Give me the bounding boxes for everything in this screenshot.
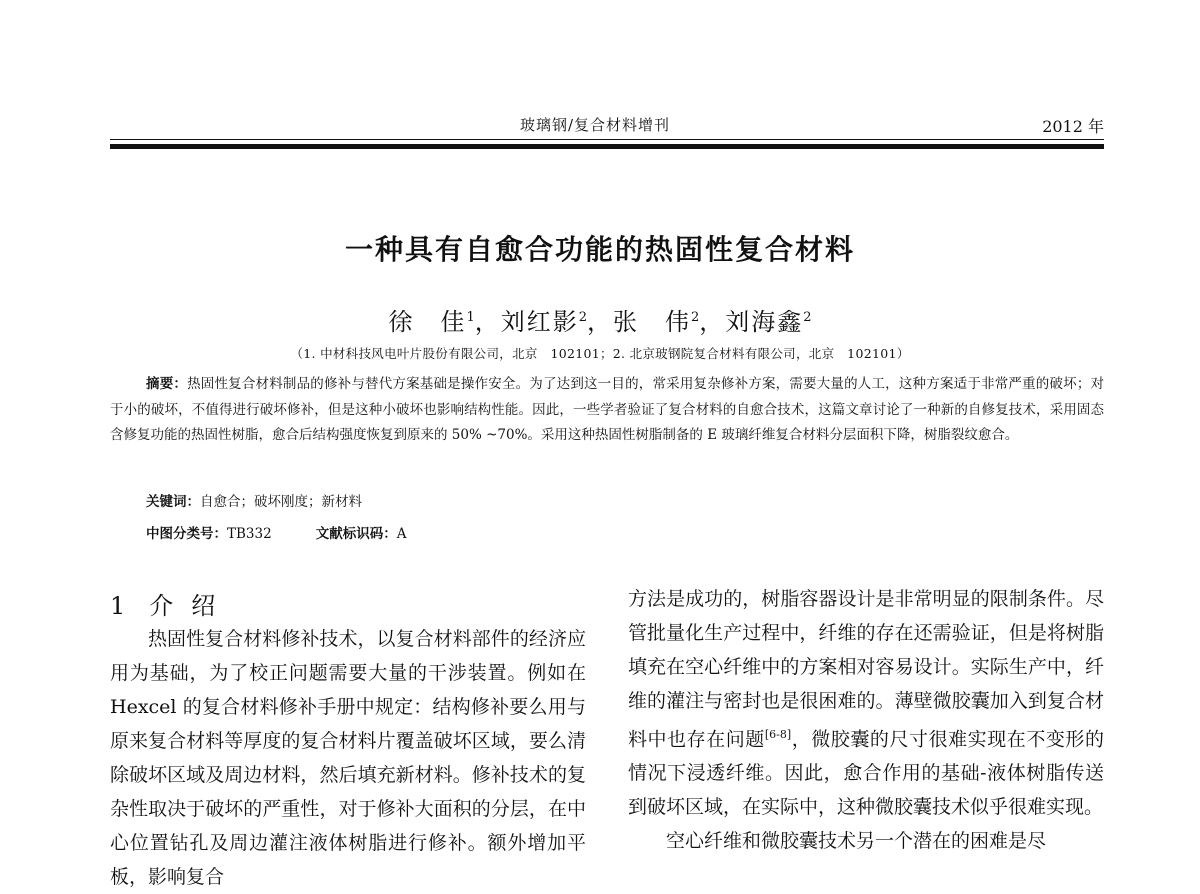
running-head [0, 114, 1200, 140]
section-number: 1 [110, 592, 126, 620]
abstract [110, 372, 1104, 449]
author-affiliation-mark: 2 [578, 310, 587, 325]
affiliations: （1. 中材科技风电叶片股份有限公司，北京 102101；2. 北京玻钢院复合材料有限公司，北京 102101） [290, 346, 910, 361]
journal-year: 2012 年 [1042, 117, 1104, 136]
abstract-label: 摘要： [146, 376, 188, 392]
doc-code-value: A [396, 526, 407, 542]
header-rule-thick [110, 144, 1104, 149]
author-list [0, 302, 1200, 337]
keywords-label: 关键词： [146, 494, 200, 510]
body-column-right [628, 582, 1104, 858]
clc-value: TB332 [227, 526, 272, 542]
author-name: 刘海鑫 [725, 308, 804, 336]
author-name: 徐 佳 [388, 308, 467, 336]
body-paragraph [628, 582, 1104, 824]
author-separator: ， [474, 308, 501, 336]
abstract-text: 热固性复合材料制品的修补与替代方案基础是操作安全。为了达到这一目的，常采用复杂修补方案，需要大量的人工，这种方案适于非常严重的破坏；对于小的破坏，不值得进行破坏修补，但是这种小破坏也影响结构性能。因此，一些学者验证了复合材料的自愈合技术，这篇文章讨论了一种新的自修复技术，采用固态含修复功能的热固性树脂，愈合后结构强度恢复到原来的 50% ~70%。采用这种热固性树脂制备的 E 玻璃纤维复合材料分层面积下降，树脂裂纹愈合。 [110, 376, 1105, 443]
citation-ref: [6-8] [764, 728, 792, 741]
body-text: ，微胶囊的尺寸很难实现在不变形的情况下浸透纤维。因此，愈合作用的基础-液体树脂传送到破坏区域，在实际中，这种微胶囊技术似乎很难实现。 [628, 728, 1104, 819]
body-text: 方法是成功的，树脂容器设计是非常明显的限制条件。尽管批量化生产过程中，纤维的存在还需验证，但是将树脂填充在空心纤维中的方案相对容易设计。实际生产中，纤维的灌注与密封也是很困难的。薄壁微胶囊加入到复合材料中也存在问题 [628, 588, 1104, 751]
clc-label: 中图分类号： [146, 526, 227, 542]
author-name: 张 伟 [613, 308, 691, 336]
body-paragraph: 热固性复合材料修补技术，以复合材料部件的经济应用为基础，为了校正问题需要大量的干涉装置。例如在 Hexcel 的复合材料修补手册中规定：结构修补要么用与原来复合材料等厚度的复合材料片覆盖破坏区域，要么清除破坏区域及周边材料，然后填充新材料。修补技术的复杂性取决于破坏的严重性，对于修补大面积的分层，在中心位置钻孔及周边灌注液体树脂进行修补。额外增加平板，影响复合 [110, 628, 586, 888]
journal-name: 玻璃钢/复合材料增刊 [520, 116, 671, 134]
body-paragraph: 空心纤维和微胶囊技术另一个潜在的困难是尽 [666, 830, 1047, 853]
author-name: 刘红影 [500, 308, 579, 336]
paper-title: 一种具有自愈合功能的热固性复合材料 [344, 233, 855, 266]
author-separator: ， [699, 308, 726, 336]
classification-line [146, 522, 406, 542]
author-affiliation-mark: 2 [803, 310, 812, 325]
header-rule-thin [110, 139, 1104, 140]
author-affiliation-mark: 1 [466, 310, 475, 325]
keywords [146, 490, 362, 510]
keywords-text: 自愈合；破坏刚度；新材料 [200, 494, 362, 510]
author-separator: ， [587, 308, 613, 336]
section-heading [110, 586, 233, 621]
body-column-left [110, 622, 586, 894]
author-affiliation-mark: 2 [691, 310, 700, 325]
section-title: 介绍 [149, 592, 234, 620]
doc-code-label: 文献标识码： [315, 526, 397, 542]
